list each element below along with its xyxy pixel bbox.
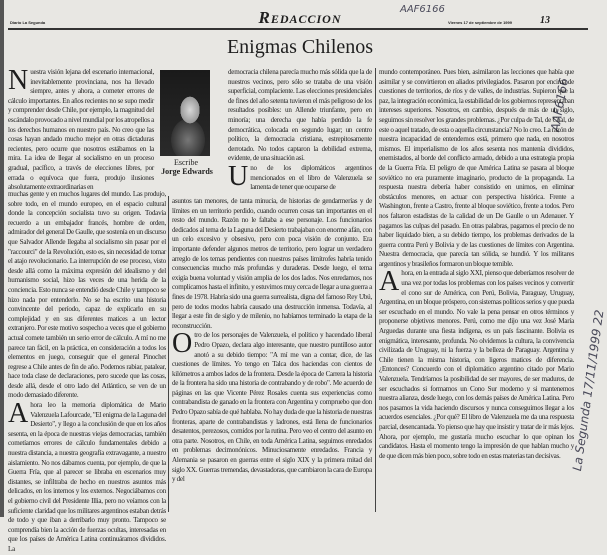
- drop-cap: A: [379, 266, 400, 298]
- byline-label: Escribe: [174, 158, 198, 167]
- paragraph: mundo contemporáneo. Pues bien, asimilaron las lecciones que había que asimilar y se convirtieron en aliados privilegiados. Pasaron por encima de cuestiones de territorios, de ríos y de valles, de industrias. Supieron que la paz, la integración económica, la estabilidad de los gobiernos representaban intereses superiores. Nosotros, en cambio, después de más de un siglo, seguimos sin resolver los grandes problemas. ¿Por culpa de Tal, de Cual, de este o aquel tratado, de esta o aquella circunstancia? No lo creo. La razón de nuestra incapacidad de entendernos está, primero que nada, en nosotros mismos. El imperialismo de los años sesenta nos mantenía divididos, enemistados, al borde del conflicto armado, debido a una estrategia propia de la Guerra Fría. El peligro de que América Latina se pasara al bloque soviético no era puramente imaginario, producto de la propaganda. La respuesta nuestra debería haber consistido en unirnos, en eliminar obstáculos menores, en actuar con perspectiva histórica. Frente a Washington, frente a Castro, frente al bloque soviético, frente a todos. Pero nos faltaron estadistas de la calidad de un De Gaulle o un Adenauer. Y pagamos las culpas del pasado. En otras palabras, pagamos el precio de no haber liquidado bien, a su debido tiempo, los problemas derivados de la guerra contra Perú y Bolivia y de las cuestiones de límites con Argentina. Nuestra democracia, que parecía tan sólida, se hundió. Y los militares argentinos y brasileños formaron un bloque temible.: [379, 68, 574, 268]
- column-2-top: [228, 68, 372, 193]
- handwritten-margin-note: La Segunda 17/11/1999 22: [570, 308, 607, 472]
- column-3: [379, 68, 574, 461]
- paragraph-text: hora, en la entrada al siglo XXI, pienso que deberíamos resolver de una vez por todas los problemas con los países vecinos y convertir el cono sur de América, con Perú, Bolivia, Paraguay, Uruguay, Argentina, en un bloque próspero, con sistemas políticos serios y que pueda ser escuchado en el mundo. No vale la pena pensar en otros términos y proponerse objetivos menores. Perú, como me dijo una vez José María Arguedas durante una fiesta indígena, es un país fascinante. Bolivia es enigmática, interesante, profunda. No olvidemos la cultura, la convivencia civilizada de Uruguay, ni la fuerza y la belleza de Paraguay. Argentina y Chile tienen la misma historia, con ligeros matices de diferencia. ¿Entonces? Concuerdo con el diplomático argentino citado por Mario Valenzuela. Tendríamos la posibilidad de ser mayores, de ser maduros, de ser escuchados si formamos un Cono Sur moderno y si mantenemos nuestra alianza, desde luego, con los demás países de América Latina. Pero nos pasamos la vida haciendo discursos y nunca conseguimos llegar a los acuerdos esenciales. ¿Por qué? El libro de Valenzuela me da una respuesta parcial, desencantada. Yo pienso que hay que insistir y tratar de ir más lejos. Ahora, por ejemplo, me gustaría mucho escuchar lo que opinan los candidatos. Hasta el momento tengo la impresión de que hablan mucho y de que dicen más bien poco, sobre todo en estas materias tan decisivas.: [379, 269, 574, 460]
- drop-cap: N: [8, 65, 29, 96]
- paragraph-text: uestra visión lejana del escenario internacional, inevitablemente provinciana, nos ha llevado siempre, antes y ahora, a cometer errores de cálculo importantes. En años recientes no se supo medir y comprender desde Chile, por ejemplo, la magnitud del escándalo provocado a nivel mundial por los atropellos a los derechos humanos en nuestro país. No creo que las cosas hayan andado mucho mejor en otras dictaduras recientes, pero ocurre que nosotros estábamos en la mira. La idea de llegar al socialismo en un proceso gradual, pacífico, a través de elecciones libres, por errada o equívoca que fuera, produjo ilusiones absolutamente extraordinarias en: [8, 68, 154, 192]
- paragraph: muchas gente y en muchos lugares del mundo. Las produjo, sobre todo, en el mundo europeo, en el espacio cultural donde la concepción socialista tuvo su origen. Todavía recuerdo a un embajador francés, hombre de orden, admirador del general De Gaulle, que sostenía en un discurso que Salvador Allende llegaba al socialismo sin pasar por el "raccourci" de la Revolución, esto es, sin necesidad de tomar el atajo revolucionario. La interrupción de ese proceso, visto desde allá como la máxima expresión del idealismo y del humanismo social, hizo las veces de una herida de la conciencia. Esto nunca se entendió desde Chile y tampoco se hizo nada por entenderlo. No se ha escrito una historia convincente del período, capaz de explicarlo en su complejidad y en sus diferentes matices a un lector extranjero. Por este motivo sospecho a veces que el gobierno actual comete también un serio error de cálculo. A mí no me parece tan fácil, en la práctica, en consideración a todos los elementos en juego, conseguir que el general Pinochet regrese a Chile antes de fin de año. Podemos rabiar, patalear, hace toda clase de declaraciones, pero sucede que las cosas, desde allá, desde el otro lado del Atlántico, se ven de un modo demasiado diferente.: [8, 190, 166, 400]
- article-headline: Enigmas Chilenos: [226, 36, 374, 58]
- drop-cap: A: [8, 398, 29, 430]
- paragraph-text: no de los diplomáticos argentinos mencionados en el libro de Valenzuela se lamenta de tener que ocuparse de: [250, 163, 372, 192]
- header-rule: [8, 28, 588, 30]
- page-number: 13: [540, 15, 550, 26]
- paragraph-text: hora leo la memoria diplomática de Mario Valenzuela Lafourcade, "El enigma de la Laguna del Desierto", y llego a la conclusión de que en los años sesenta, en la época de nuestras viejas democracias, también cometíamos errores de cálculo fundamentales debido a nuestra distancia, a nuestra geografía extravagante, a nuestro aislamiento. No nos dábamos cuenta, por ejemplo, de que la Guerra Fría, que al parecer se libraba en escenarios muy distantes, se infiltraba de hecho en nuestros asuntos más delicados, en los internos y los externos. Negociábamos con el gobierno civil del Presidente Illia, pero no veíamos con la suficiente claridad que los militares argentinos estaban detrás de todo y que iban a derribarlo muy pronto. Tampoco se comprendía bien la acción de fuerzas ocultas, interesadas en que los países de América Latina continuáramos divididos. La: [8, 401, 166, 553]
- handwritten-code-margin: AAF6166: [548, 76, 572, 133]
- paragraph: democracia chilena parecía mucho más sólida que la de nuestros vecinos, pero sólo se trataba de una visión superficial, complaciente. Las elecciones presidenciales de fines del año setenta tuvieron el más peligroso de los resultados posibles: un Allende triunfante, pero en minoría; una derecha que había perdido la fe democrática, colocada en segundo lugar; un centro político, la democracia cristiana, estrepitosamente derrotado. No todos captaron la debilidad extrema, evidente, de una situación así.: [228, 68, 372, 163]
- column-rule: [375, 68, 376, 512]
- column-rule: [168, 196, 169, 512]
- newspaper-name: Diario La Segunda: [10, 20, 46, 25]
- paragraph: [172, 328, 372, 485]
- column-2-bottom: [172, 197, 372, 485]
- column-1-bottom: [8, 190, 166, 555]
- author-photo: [160, 70, 210, 156]
- paragraph: [379, 266, 574, 461]
- paragraph: [8, 398, 166, 555]
- author-name: Jorge Edwards: [161, 167, 213, 176]
- section-title: Redaccion: [258, 8, 342, 27]
- issue-date: Viernes 17 de septiembre de 1999: [448, 20, 512, 25]
- drop-cap: O: [172, 328, 193, 360]
- paragraph: [8, 65, 154, 193]
- handwritten-code-top: AAF6166: [400, 4, 445, 15]
- paragraph: [228, 160, 372, 193]
- paragraph-text: tro de los personajes de Valenzuela, el político y hacendado liberal Pedro Opazo, declara algo interesante, que nuestro puntilloso autor anotó a su debido tiempo: "A mí me van a contar, dice, de las cuestiones de límites. Yo tengo en Talca dos haciendas con cientos de kilómetros a ambos lados de la frontera. Desde la época de Carrera la historia de la frontera ha sido una historia de contrabando y de robo". Me acuerdo de páginas en las que Vicente Pérez Rosales cuenta sus experiencias como contrabandista de ganado en la frontera con Argentina y compruebo que don Pedro Opazo sabía de qué hablaba. No hay duda de que la historia de nuestras fronteras, aparte de contrabandistas y ladrones, está llena de funcionarios desatentos, perezosos, comidos por la rutina. Pero veo el centro del asunto en otra parte. Nosotros, en Chile, en toda América Latina, seguimos enredados en problemas decimonónicos. Minuciosamente enredados. Francia y Alemania se pasaron en guerras entre el siglo XIX y la primera mitad del siglo XX. Guerras tremendas, devastadoras, que cambiaron la cara de Europa y del: [172, 331, 372, 484]
- scan-edge: [0, 0, 4, 517]
- column-1-top: [8, 65, 154, 193]
- paragraph: asuntos tan menores, de tanta minucia, de historias de gendarmerías y de límites en un territorio perdido, cuando ocurren cosas tan importantes en el resto del mundo. Razón no le faltaba a ese personaje. Los funcionarios dedicados al tema de la Laguna del Desierto trabajaban con enorme afán, con un celo excesivo y obsesivo, pero con poca visión de conjunto. Era importante defender algunos metros de territorio, pero lograr un verdadero arreglo de los temas pendientes con nuestros países limítrofes habría tenido consecuencias mucho más profundas y duraderas. Desde luego, el tema exigía buena voluntad y visión amplia de los dos lados. Nos enredamos, nos complicamos hasta el infinito, y estuvimos muy cerca de llegar a una guerra a fines de 1978. Habría sido una guerra surrealista, digna del famoso Rey Ubú, pero de todos modos habría causado una destrucción inmensa. Todavía, al llegar a este fin de siglo y de milenio, no habíamos terminado la etapa de la reconstrucción.: [172, 197, 372, 330]
- drop-cap: U: [228, 160, 249, 192]
